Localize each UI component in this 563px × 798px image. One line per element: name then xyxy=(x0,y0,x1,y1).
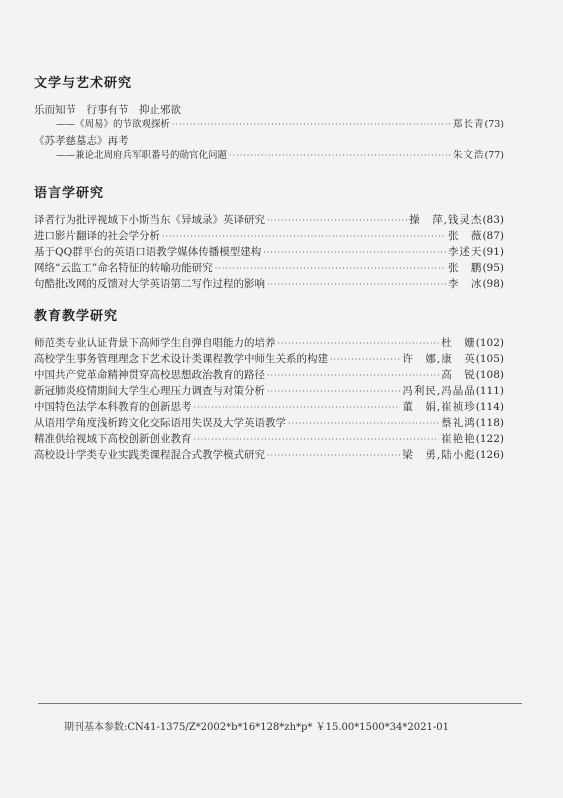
entry-author: 梁 勇,陆小彪 xyxy=(402,449,476,461)
entry-page: (83) xyxy=(482,214,504,226)
section-linguistics xyxy=(34,182,504,294)
entry-page: (87) xyxy=(482,230,504,242)
leader-dots xyxy=(215,262,446,275)
toc-entry[interactable] xyxy=(34,417,504,430)
entry-title: 句酷批改网的反馈对大学英语第二写作过程的影响 xyxy=(34,278,265,290)
entry-title: 高校学生事务管理理念下艺术设计类课程教学中师生关系的构建 xyxy=(34,353,328,365)
entry-title: 进口影片翻译的社会学分析 xyxy=(34,230,160,242)
entry-page: (73) xyxy=(484,119,504,130)
toc-entry[interactable] xyxy=(34,214,504,227)
entry-author: 蔡礼鸿 xyxy=(441,417,476,429)
entry-title: 师范类专业认证背景下高师学生自弹自唱能力的培养 xyxy=(34,337,276,349)
entry-page: (118) xyxy=(475,417,504,429)
footer-divider xyxy=(38,703,522,704)
entry-title: 精准供给视域下高校创新创业教育 xyxy=(34,433,192,445)
entry-author: 李述天 xyxy=(447,246,483,258)
entry-page: (95) xyxy=(482,262,504,274)
entry-author: 崔艳艳 xyxy=(441,433,476,445)
toc-entry[interactable] xyxy=(34,337,504,350)
entry-title: 《苏孝慈墓志》再考 xyxy=(34,135,129,147)
leader-dots xyxy=(263,246,446,259)
entry-title: 从语用学角度浅析跨文化交际语用失误及大学英语教学 xyxy=(34,417,286,429)
toc-entry[interactable] xyxy=(34,385,504,398)
section-title: 文学与艺术研究 xyxy=(34,76,133,91)
leader-dots xyxy=(267,278,446,291)
entry-author: 李 冰 xyxy=(447,278,483,290)
entry-author: 冯利民,冯晶晶 xyxy=(402,385,476,397)
toc-entry[interactable] xyxy=(34,278,504,291)
toc-entry[interactable] xyxy=(34,135,504,162)
toc-entry[interactable] xyxy=(34,433,504,446)
leader-dots xyxy=(330,353,400,366)
toc-entry[interactable] xyxy=(34,246,504,259)
entry-subtitle: ——兼论北周府兵军职番号的勋官化问题 xyxy=(56,150,228,161)
leader-dots xyxy=(278,337,440,350)
entry-author: 操 萍,钱灵杰 xyxy=(409,214,483,226)
entry-page: (91) xyxy=(482,246,504,258)
entry-page: (102) xyxy=(475,337,504,349)
section-education-teaching xyxy=(34,305,504,465)
toc-entry[interactable] xyxy=(34,401,504,414)
toc-entry[interactable] xyxy=(34,104,504,131)
entry-author: 朱文浩 xyxy=(452,150,485,161)
toc-entry[interactable] xyxy=(34,369,504,382)
entry-author: 郑长青 xyxy=(452,119,485,130)
entry-author: 许 娜,康 英 xyxy=(402,353,476,365)
toc-entry[interactable] xyxy=(34,262,504,275)
entry-title: 中国特色法学本科教育的创新思考 xyxy=(34,401,192,413)
toc-entry[interactable] xyxy=(34,230,504,243)
entry-author: 杜 姗 xyxy=(441,337,476,349)
section-title: 语言学研究 xyxy=(34,186,105,201)
leader-dots xyxy=(194,433,440,446)
leader-dots xyxy=(162,230,446,243)
entry-page: (98) xyxy=(482,278,504,290)
entry-author: 张 薇 xyxy=(447,230,483,242)
leader-dots xyxy=(288,417,439,430)
journal-parameters: 期刊基本参数:CN41-1375/Z*2002*b*16*128*zh*p* ￥15.00*1500*34*2021-01 xyxy=(64,722,449,733)
entry-title: 基于QQ群平台的英语口语教学媒体传播模型建构 xyxy=(34,246,262,258)
entry-title: 高校设计学类专业实践类课程混合式教学模式研究 xyxy=(34,449,265,461)
entry-title: 中国共产党革命精神贯穿高校思想政治教育的路径 xyxy=(34,369,265,381)
entry-author: 张 鹏 xyxy=(447,262,483,274)
leader-dots xyxy=(172,118,451,131)
entry-title: 新冠肺炎疫情期间大学生心理压力调查与对策分析 xyxy=(34,385,265,397)
section-title: 教育教学研究 xyxy=(34,309,119,324)
leader-dots xyxy=(267,214,407,227)
entry-page: (77) xyxy=(484,150,504,161)
entry-page: (122) xyxy=(475,433,504,445)
leader-dots xyxy=(194,401,401,414)
toc-entry[interactable] xyxy=(34,353,504,366)
toc-entry[interactable] xyxy=(34,449,504,462)
entry-page: (114) xyxy=(475,401,504,413)
leader-dots xyxy=(229,149,451,162)
leader-dots xyxy=(267,385,400,398)
entry-title: 网络“云监工”命名特征的转喻功能研究 xyxy=(34,262,213,274)
entry-author: 董 娟,崔祯珍 xyxy=(402,401,476,413)
entry-page: (105) xyxy=(475,353,504,365)
entry-title: 译者行为批评视域下小斯当东《异域录》英译研究 xyxy=(34,214,265,226)
leader-dots xyxy=(267,449,400,462)
entry-author: 高 锐 xyxy=(441,369,476,381)
entry-subtitle: ——《周易》的节欲观探析 xyxy=(56,119,171,130)
entry-page: (108) xyxy=(475,369,504,381)
section-literature-art xyxy=(34,72,504,166)
entry-title: 乐而知节 行事有节 抑止邪欲 xyxy=(34,104,181,116)
entry-page: (111) xyxy=(475,385,504,397)
leader-dots xyxy=(267,369,439,382)
entry-page: (126) xyxy=(475,449,504,461)
